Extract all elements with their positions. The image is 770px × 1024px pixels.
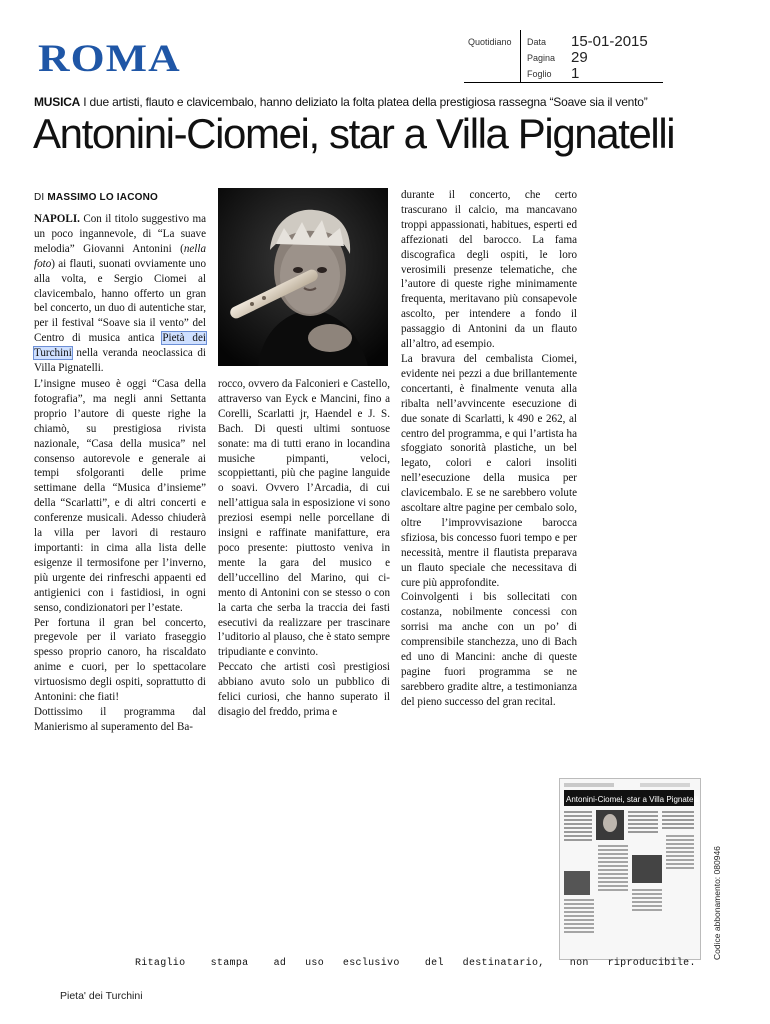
foglio-value: 1 — [571, 65, 580, 82]
byline — [34, 192, 158, 203]
article-kicker — [34, 95, 714, 109]
meta-box — [464, 30, 521, 83]
col3-paragraph-3: Coinvolgenti i bis sollecitati con costanza, nobilmente concessi con sorrisi ma anche con un po’ di comprensibile stanchezza, uno di Bach ed uno di Mancini: anche di queste pagine fuori programma se ne sarebbero gradite altre, a testimonianza del pieno successo del gran recital. — [401, 591, 577, 708]
article-column-1-top — [34, 212, 206, 376]
pagina-value: 29 — [571, 49, 588, 66]
col1-paragraph-3: Dottissimo il programma dal Manierismo al superamento del Ba- — [34, 705, 206, 733]
newspaper-logo: ROMA — [38, 37, 181, 80]
article-column-2 — [218, 377, 390, 720]
type-label: Quotidiano — [468, 37, 512, 47]
subscription-code: Codice abbonamento: 080946 — [712, 846, 722, 960]
article-headline: Antonini-Ciomei, star a Villa Pignatelli — [33, 110, 675, 157]
meta-divider — [520, 82, 663, 83]
pagina-label: Pagina — [527, 53, 556, 63]
col1-top-italic: nella foto — [34, 242, 206, 270]
col2-paragraph-2: Peccato che artisti così prestigiosi abbiano avuto solo un pubblico di felici curiosi, che hanno superato il disagio del freddo, prima e — [218, 661, 390, 718]
data-label: Data — [527, 37, 547, 47]
col1-top-text-b: ) ai flauti, suonati ovviamente uno alla volta, e Sergio Ciomei al clavicembalo, hanno offerto un gran bel concerto, un duo di autentiche star, per il festival “Soave sia il vento” del Centro di musica antica — [34, 257, 206, 345]
artist-photo — [218, 188, 388, 366]
byline-prefix: DI — [34, 192, 45, 203]
article-column-1-bottom — [34, 377, 206, 735]
col1-paragraph-1: L’insigne museo è oggi “Casa della fotografia”, ma negli anni Settanta proprio l’autore di queste righe la chiamò, su prestigiosa rivista nazionale, “Casa della musica” nel consenso autorevole e generale ai tempi sfolgoranti delle prime settimane della “Musica d’insieme” della “Scarlatti”, e di altri concerti e conferenze musicali. Adesso chiuderà la villa per lavori di restauro importanti: in cima alla lista delle esigenze il termosifone per l’inverno, più urgente dei rinfreschi appaenti ed antigienici con i fastidiosi, in ogni senso, condizionatori per l’estate. — [34, 378, 206, 614]
foglio-label: Foglio — [527, 69, 552, 79]
highlighted-term[interactable]: Pietà dei Turchini — [34, 332, 206, 360]
col1-top-text-a: Con il titolo suggestivo ma un poco ingannevole, di “La suave melodia” Giovanni Antonini ( — [34, 213, 206, 255]
kicker-text: I due artisti, flauto e clavicembalo, hanno deliziato la folta platea della prestigiosa rassegna “Soave sia il vento” — [83, 95, 648, 109]
col3-paragraph-1: durante il concerto, che certo trascurano il calcio, ma mancavano troppi appassionati, habitues, esperti ed affezionati del barocco. La fama discografica degli ospiti, le loro verosimili presenze telematiche, che l’autore di queste righe minimamente frequenta, meritavano più consapevole ascolto, per intendere a fondo il passaggio di Antonini da un flauto all’altro, ad esempio. — [401, 189, 577, 351]
byline-author: MASSIMO LO IACONO — [47, 192, 159, 203]
section-label: MUSICA — [34, 95, 81, 109]
col1-top-text-c: nella veranda neoclassica di Villa Pignatelli. — [34, 347, 206, 375]
data-value: 15-01-2015 — [571, 33, 648, 50]
col3-paragraph-2: La bravura del cembalista Ciomei, evidente nei pezzi a due brillantemente concertanti, è finalmente venuta alla ribalta nell’avvincente esecuzione di due sonate di Scarlatti, k 490 e 262, al centro del programma, e qui l’artista ha sfoggiato sonorità plastiche, un bel legato, colori e calori insoliti nell’esecuzione della musica per clavicembalo. E se ne sarebbero volute ascoltare altre pagine per cembalo solo, oltre l’improvvisazione barocca sfiziosa, bis concesso fuori tempo e per necessità, mentre il flautista preparava un flauto speciale che necessitava di cure più approfondite. — [401, 352, 577, 589]
thumbnail-headline: Antonini-Ciomei, star a Villa Pignatelli — [566, 795, 699, 804]
col2-paragraph-1: rocco, ovvero da Falconieri e Castello, attraverso van Eyck e Mancini, fino a Corelli, Scarlatti jr, Haendel e J. S. Bach. Di questi ultimi sontuose sonate: ma di tutti erano in locandina musiche pimpanti, veloci, scoppiettanti, più che pagine languide o soavi. Ovvero l’Arcadia, di cui nell’attigua sala in esposizione vi sono preziosi esempi nelle porcellane di insigni e raffinate manifatture, era poco presente: piuttosto veniva in mente la gara del musico e dell’uccellino del Marino, qui ci-mento di Antonini con se stesso o con la carta che serba la traccia dei fasti esecutivi da realizzare per trascinare l’uditorio al plauso, che è stato sempre tripudiante e convinto. — [218, 378, 390, 659]
col1-paragraph-2: Per fortuna il gran bel concerto, pregevole per il variato fraseggio spesso proprio canoro, ha riscaldato anime e cuori, per lo spettacolare virtuosismo degli ospiti, soprattutto di Antonini: che fiati! — [34, 616, 206, 704]
article-column-3 — [401, 188, 577, 710]
source-label: Pieta' dei Turchini — [60, 990, 143, 1002]
page-thumbnail — [559, 778, 701, 960]
dateline: NAPOLI. — [34, 213, 80, 225]
copyright-stamp: Ritaglio stampa ad uso esclusivo del destinatario, non riproducibile. — [135, 958, 696, 969]
